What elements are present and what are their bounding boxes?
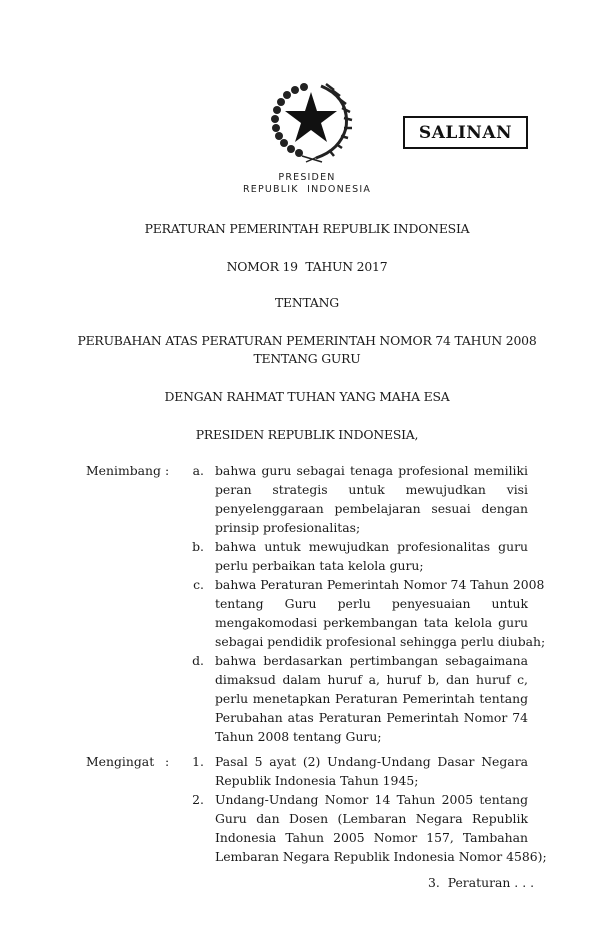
subject-line-2: TENTANG GURU (253, 351, 361, 366)
mengingat-colon: : (165, 754, 170, 769)
item-line: mengakomodasi perkembangan tata kelola guru (215, 615, 528, 630)
item-line: peran strategis untuk mewujudkan visi (215, 482, 528, 497)
item-line: Perubahan atas Peraturan Pemerintah Nomor 74 (215, 710, 528, 725)
item-line: bahwa guru sebagai tenaga profesional memiliki (215, 463, 528, 478)
tentang-heading: TENTANG (274, 295, 340, 310)
item-line: Guru dan Dosen (Lembaran Negara Republik (215, 811, 528, 826)
item-marker: 1. (192, 754, 204, 769)
authority: PRESIDEN REPUBLIK INDONESIA, (195, 427, 419, 442)
item-marker: c. (193, 577, 204, 592)
office-line-presiden: PRESIDEN (278, 172, 336, 183)
item-marker: a. (192, 463, 204, 478)
regulation-number: NOMOR 19 TAHUN 2017 (226, 259, 388, 274)
item-line: bahwa berdasarkan pertimbangan sebagaimana (215, 653, 528, 668)
item-line: Republik Indonesia Tahun 1945; (215, 773, 419, 788)
menimbang-label: Menimbang (86, 463, 161, 478)
item-line: bahwa untuk mewujudkan profesionalitas guru (215, 539, 528, 554)
item-line: Tahun 2008 tentang Guru; (215, 729, 382, 744)
item-line: Pasal 5 ayat (2) Undang-Undang Dasar Negara (215, 754, 528, 769)
item-marker: b. (192, 539, 204, 554)
item-line: penyelenggaraan pembelajaran sesuai dengan (215, 501, 528, 516)
item-line: dimaksud dalam huruf a, huruf b, dan huruf c, (215, 672, 528, 687)
office-line-republik: REPUBLIK INDONESIA (242, 184, 372, 195)
item-marker: d. (192, 653, 204, 668)
item-line: perlu perbaikan tata kelola guru; (215, 558, 424, 573)
garuda-star-emblem-icon (266, 78, 356, 164)
item-line: Undang-Undang Nomor 14 Tahun 2005 tentang (215, 792, 528, 807)
item-line: perlu menetapkan Peraturan Pemerintah tentang (215, 691, 528, 706)
item-line: sebagai pendidik profesional sehingga perlu diubah; (215, 634, 546, 649)
page-continuation: 3. Peraturan . . . (428, 875, 535, 890)
subject-line-1: PERUBAHAN ATAS PERATURAN PEMERINTAH NOMOR 74 TAHUN 2008 (77, 333, 537, 348)
salinan-stamp: SALINAN (403, 116, 528, 149)
regulation-title: PERATURAN PEMERINTAH REPUBLIK INDONESIA (144, 221, 470, 236)
invocation: DENGAN RAHMAT TUHAN YANG MAHA ESA (164, 389, 450, 404)
mengingat-label: Mengingat (86, 754, 155, 769)
menimbang-colon: : (165, 463, 170, 478)
item-line: Lembaran Negara Republik Indonesia Nomor 4586); (215, 849, 547, 864)
item-line: tentang Guru perlu penyesuaian untuk (215, 596, 528, 611)
item-line: Indonesia Tahun 2005 Nomor 157, Tambahan (215, 830, 528, 845)
item-line: bahwa Peraturan Pemerintah Nomor 74 Tahun 2008 (215, 577, 545, 592)
item-line: prinsip profesionalitas; (215, 520, 361, 535)
item-marker: 2. (192, 792, 204, 807)
